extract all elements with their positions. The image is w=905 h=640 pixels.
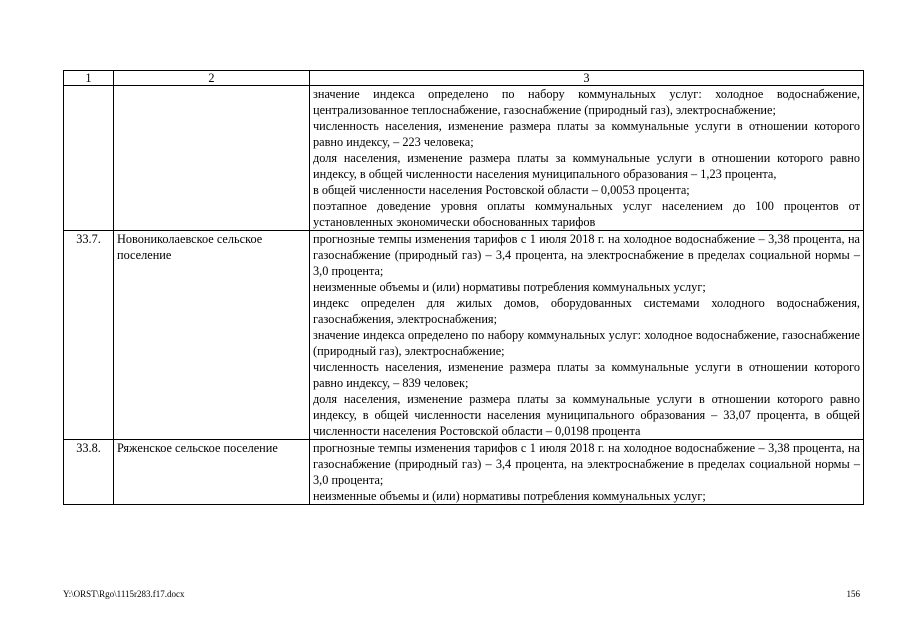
description-paragraph: численность населения, изменение размера платы за коммунальные услуги в отношении которого равно индексу, – 223 человека; [313, 119, 860, 149]
header-cell-3: 3 [310, 71, 864, 86]
header-cell-1: 1 [64, 71, 114, 86]
row-description [310, 440, 864, 505]
description-paragraph: прогнозные темпы изменения тарифов с 1 июля 2018 г. на холодное водоснабжение – 3,38 процента, на газоснабжение (природный газ) – 3,4 процента, на электроснабжение в пределах социальной нормы – 3,0 процента; [313, 232, 860, 278]
row-number [64, 86, 114, 231]
description-paragraph: неизменные объемы и (или) нормативы потребления коммунальных услуг; [313, 280, 706, 294]
row-number: 33.8. [64, 440, 114, 505]
description-paragraph: значение индекса определено по набору коммунальных услуг: холодное водоснабжение, газоснабжение (природный газ), электроснабжение; [313, 328, 860, 358]
description-paragraph: неизменные объемы и (или) нормативы потребления коммунальных услуг; [313, 489, 706, 503]
settlement-name: Новониколаевское сельское поселение [114, 231, 310, 440]
description-paragraph: доля населения, изменение размера платы за коммунальные услуги в отношении которого равно индексу, в общей численности населения муниципального образования – 33,07 процента, в общей численности населения Ростовской области – 0,0198 процента [313, 392, 860, 438]
table-row [64, 440, 864, 505]
description-paragraph: значение индекса определено по набору коммунальных услуг: холодное водоснабжение, централизованное теплоснабжение, газоснабжение (природный газ), электроснабжение; [313, 87, 860, 117]
row-description [310, 231, 864, 440]
settlement-name [114, 86, 310, 231]
row-description [310, 86, 864, 231]
description-paragraph: прогнозные темпы изменения тарифов с 1 июля 2018 г. на холодное водоснабжение – 3,38 процента, на газоснабжение (природный газ) – 3,4 процента, на электроснабжение в пределах социальной нормы – 3,0 процента; [313, 441, 860, 487]
table-header-row [64, 71, 864, 86]
row-number: 33.7. [64, 231, 114, 440]
footer-file-path: Y:\ORST\Rgo\1115r283.f17.docx [63, 589, 185, 599]
description-paragraph: индекс определен для жилых домов, оборудованных системами холодного водоснабжения, газоснабжения, электроснабжения; [313, 296, 860, 326]
description-paragraph: численность населения, изменение размера платы за коммунальные услуги в отношении которого равно индексу, – 839 человек; [313, 360, 860, 390]
header-cell-2: 2 [114, 71, 310, 86]
description-paragraph: поэтапное доведение уровня оплаты коммунальных услуг населением до 100 процентов от установленных экономически обоснованных тарифов [313, 199, 860, 229]
table-row [64, 231, 864, 440]
description-paragraph: доля населения, изменение размера платы за коммунальные услуги в отношении которого равно индексу, в общей численности населения муниципального образования – 1,23 процента, [313, 151, 860, 181]
footer-page-number: 156 [846, 589, 860, 599]
tariff-index-table [63, 70, 864, 505]
description-paragraph: в общей численности населения Ростовской области – 0,0053 процента; [313, 183, 690, 197]
table-row [64, 86, 864, 231]
settlement-name: Ряженское сельское поселение [114, 440, 310, 505]
